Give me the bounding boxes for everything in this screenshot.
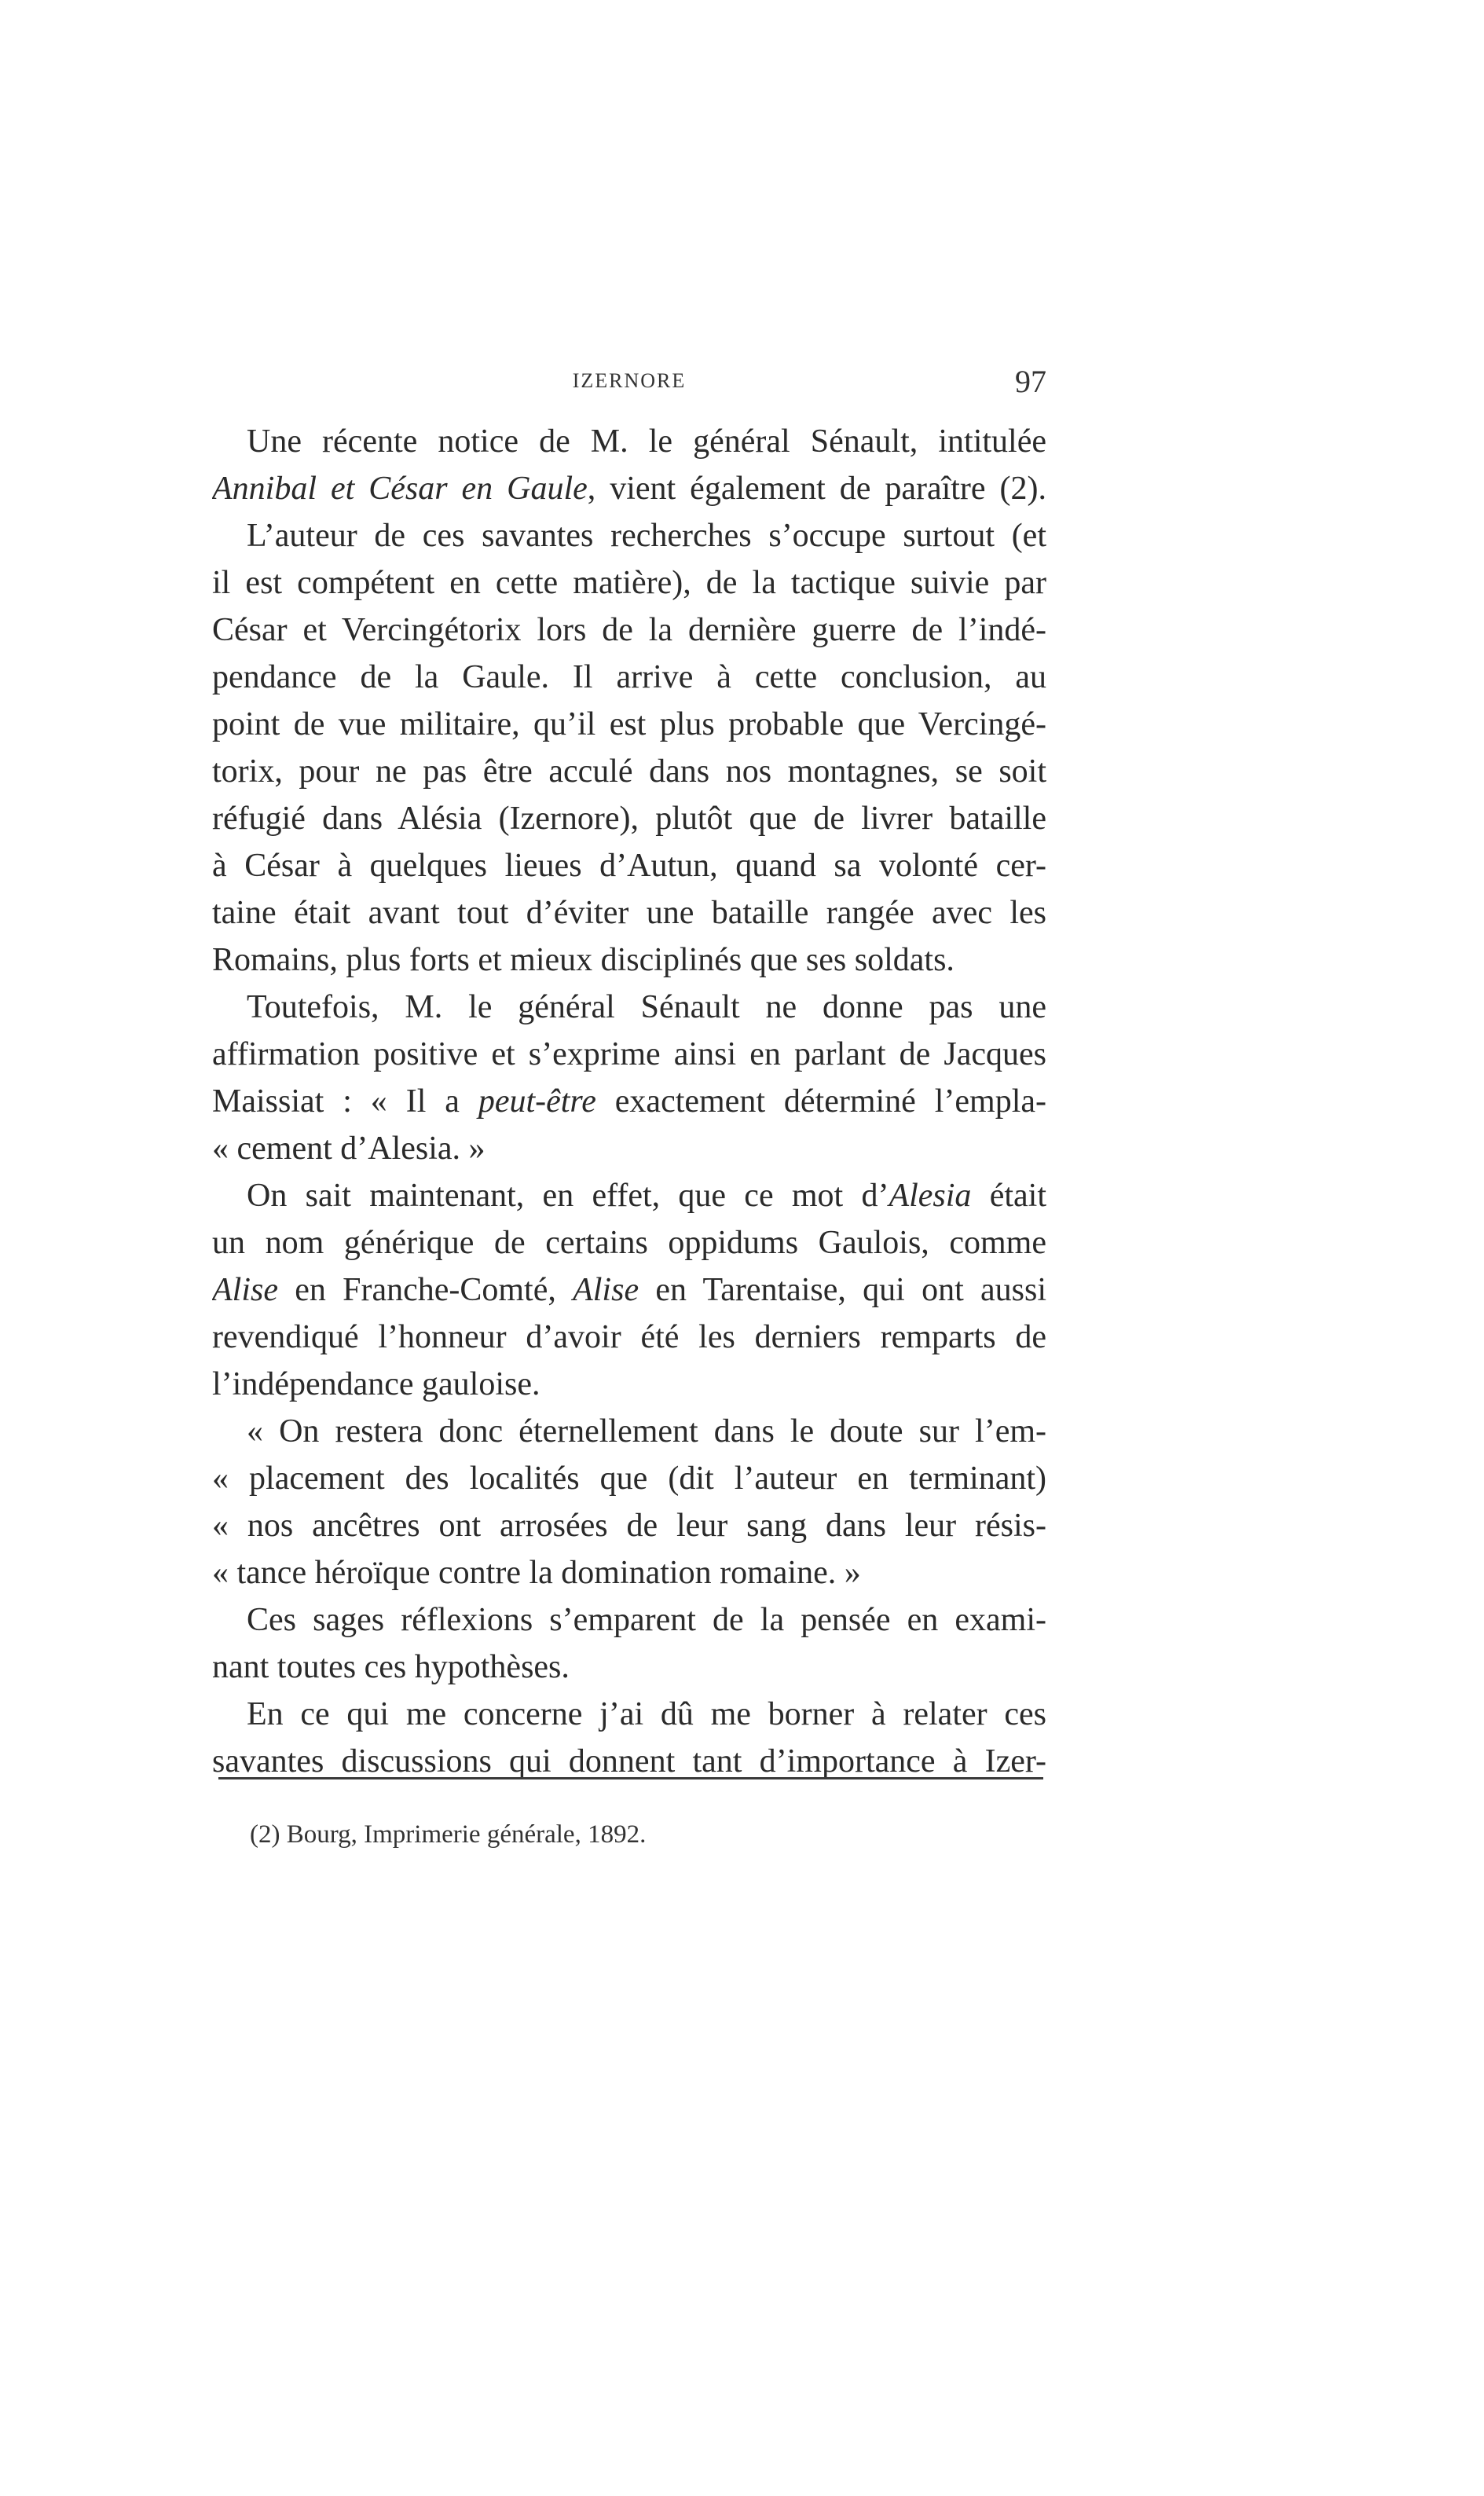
text-line: affirmation positive et s’exprime ainsi en parlant de Jacques [212, 1036, 1046, 1072]
text-line: Toutefois, M. le général Sénault ne donne pas une [247, 989, 1046, 1025]
page-number: 97 [1015, 364, 1046, 399]
text-line: nant toutes ces hypothèses. [212, 1649, 570, 1685]
text-line: « cement d’Alesia. » [212, 1131, 486, 1167]
text-line: On sait maintenant, en effet, que ce mot d’Alesia était [247, 1178, 1046, 1214]
text-line: Une récente notice de M. le général Sénault, intitulée [247, 423, 1046, 460]
text-line: taine était avant tout d’éviter une bataille rangée avec les [212, 895, 1046, 931]
text-line: un nom générique de certains oppidums Gaulois, comme [212, 1225, 1046, 1261]
text-line: Ces sages réflexions s’emparent de la pensée en exami- [247, 1602, 1046, 1638]
text-line: César et Vercingétorix lors de la dernière guerre de l’indé- [212, 612, 1046, 648]
italic-word: Alise [573, 1272, 639, 1308]
text-line: à César à quelques lieues d’Autun, quand sa volonté cer- [212, 848, 1046, 884]
text-line: il est compétent en cette matière), de la tactique suivie par [212, 565, 1046, 601]
page-header [212, 363, 1046, 410]
running-title: IZERNORE [572, 369, 687, 392]
text-line: point de vue militaire, qu’il est plus probable que Vercingé- [212, 706, 1046, 742]
text-line: revendiqué l’honneur d’avoir été les derniers remparts de [212, 1319, 1046, 1355]
text-line: torix, pour ne pas être acculé dans nos montagnes, se soit [212, 753, 1046, 790]
text-line: L’auteur de ces savantes recherches s’occupe surtout (et [247, 518, 1046, 554]
footnote: (2) Bourg, Imprimerie générale, 1892. [250, 1820, 647, 1849]
text-line: savantes discussions qui donnent tant d’importance à Izer- [212, 1743, 1046, 1779]
italic-word: Alise [212, 1272, 278, 1308]
text-line: l’indépendance gauloise. [212, 1366, 540, 1402]
text-line: Romains, plus forts et mieux disciplinés que ses soldats. [212, 942, 955, 978]
text-line: « placement des localités que (dit l’auteur en terminant) [212, 1461, 1046, 1497]
italic-word: Alesia [889, 1178, 972, 1214]
italic-word: peut-être [478, 1083, 596, 1120]
text-line: « On restera donc éternellement dans le doute sur l’em- [247, 1413, 1046, 1450]
text-line: En ce qui me concerne j’ai dû me borner à relater ces [247, 1696, 1046, 1732]
footnote-rule [218, 1777, 1043, 1779]
book-title: Annibal et César en Gaule [212, 471, 588, 507]
text-line: Annibal et César en Gaule, vient également de paraître (2). [212, 471, 1046, 507]
text-line: « nos ancêtres ont arrosées de leur sang dans leur résis- [212, 1508, 1046, 1544]
text-line: pendance de la Gaule. Il arrive à cette conclusion, au [212, 659, 1046, 695]
text-line: Alise en Franche-Comté, Alise en Tarentaise, qui ont aussi [212, 1272, 1046, 1308]
text-line: « tance héroïque contre la domination romaine. » [212, 1555, 861, 1591]
text-line: Maissiat : « Il a peut-être exactement déterminé l’empla- [212, 1083, 1046, 1120]
body-text [212, 418, 1046, 1785]
text-line: réfugié dans Alésia (Izernore), plutôt que de livrer bataille [212, 801, 1046, 837]
